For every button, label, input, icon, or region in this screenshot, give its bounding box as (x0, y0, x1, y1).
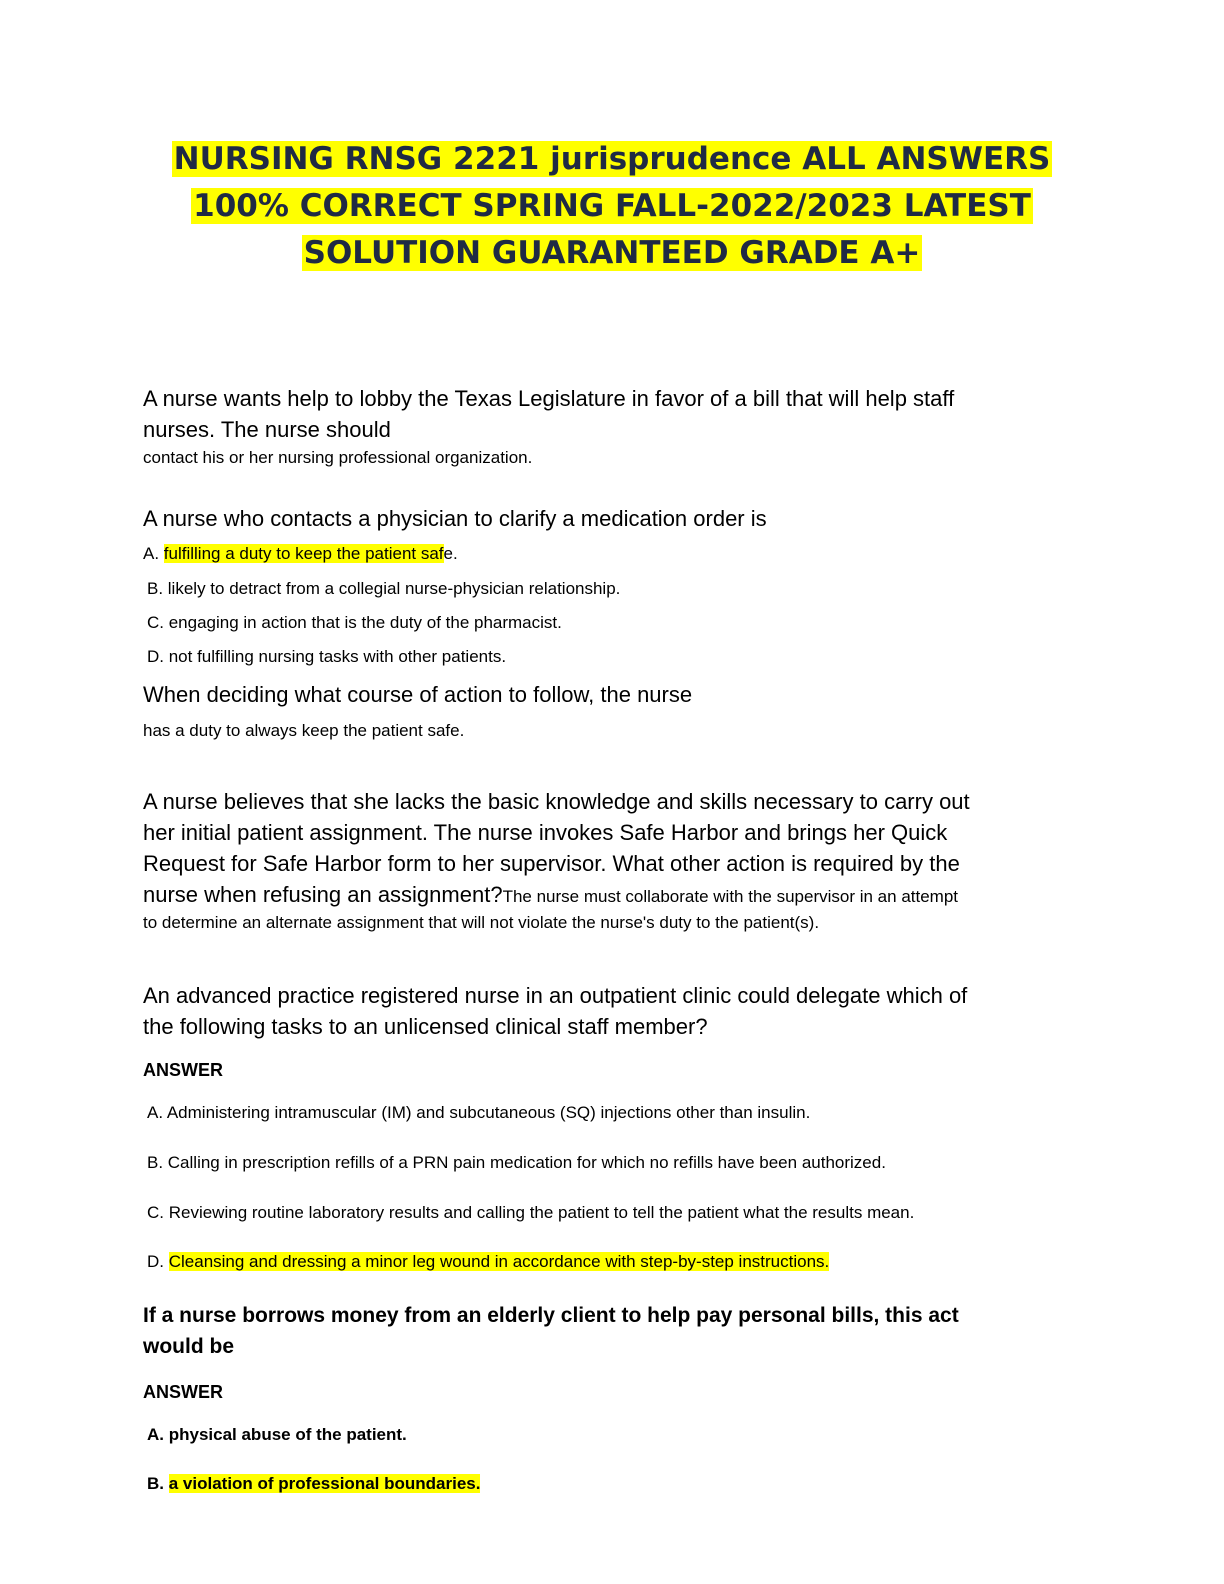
q2-option-d: D. not fulfilling nursing tasks with other patients. (147, 647, 507, 666)
q2-option-b: B. likely to detract from a collegial nurse-physician relationship. (147, 579, 621, 598)
q6-question-line-1: If a nurse borrows money from an elderly client to help pay personal bills, this act (143, 1304, 959, 1327)
q4-question-line-3: Request for Safe Harbor form to her supervisor. What other action is required by the (143, 851, 960, 876)
q6-question-line-2: would be (143, 1335, 234, 1358)
q4-question-line-1: A nurse believes that she lacks the basic knowledge and skills necessary to carry out (143, 789, 970, 814)
q5-option-a: A. Administering intramuscular (IM) and subcutaneous (SQ) injections other than insulin. (147, 1103, 811, 1122)
document-title (140, 136, 1084, 277)
q2-option-a (143, 543, 458, 565)
q5-option-d (147, 1251, 829, 1273)
q4-question-line-2: her initial patient assignment. The nurse invokes Safe Harbor and brings her Quick (143, 820, 948, 845)
q4-question-line-4 (143, 879, 958, 912)
q1-question-line-1: A nurse wants help to lobby the Texas Legislature in favor of a bill that will help staff (143, 386, 955, 411)
q6-option-b (147, 1473, 480, 1495)
q3-question: When deciding what course of action to follow, the nurse (143, 682, 693, 707)
q1-question-line-2: nurses. The nurse should (143, 417, 391, 442)
q5-option-d-highlight: Cleansing and dressing a minor leg wound in accordance with step-by-step instructions. (168, 1252, 830, 1271)
q2-question: A nurse who contacts a physician to clarify a medication order is (143, 506, 767, 531)
q3-answer: has a duty to always keep the patient safe. (143, 721, 465, 740)
title-line-2: 100% CORRECT SPRING FALL-2022/2023 LATEST (193, 188, 1031, 224)
q2-option-a-prefix: A. (143, 544, 164, 563)
title-line-3: SOLUTION GUARANTEED GRADE A+ (303, 235, 921, 271)
q2-option-a-suffix: e. (443, 544, 458, 563)
q5-option-d-prefix: D. (147, 1252, 169, 1271)
q6-option-b-highlight: a violation of professional boundaries. (168, 1474, 481, 1493)
q2-option-a-highlight: fulfilling a duty to keep the patient saf (163, 544, 444, 563)
q4-answer-part-1: The nurse must collaborate with the supervisor in an attempt (502, 887, 959, 906)
q5-option-b: B. Calling in prescription refills of a PRN pain medication for which no refills have been authorized. (147, 1153, 886, 1172)
q6-option-a: A. physical abuse of the patient. (147, 1425, 407, 1444)
title-line-1: NURSING RNSG 2221 jurisprudence ALL ANSWERS (173, 141, 1051, 177)
q5-option-c: C. Reviewing routine laboratory results and calling the patient to tell the patient what the results mean. (147, 1203, 915, 1222)
q4-question-text: nurse when refusing an assignment? (143, 882, 503, 907)
q5-question-line-1: An advanced practice registered nurse in an outpatient clinic could delegate which of (143, 983, 968, 1008)
q1-answer: contact his or her nursing professional organization. (143, 448, 533, 467)
q4-answer-part-2: to determine an alternate assignment that will not violate the nurse's duty to the patient(s). (143, 913, 820, 932)
q5-answer-label: ANSWER (143, 1060, 223, 1080)
q2-option-c: C. engaging in action that is the duty of the pharmacist. (147, 613, 562, 632)
q6-option-b-prefix: B. (147, 1474, 169, 1493)
q6-answer-label: ANSWER (143, 1382, 223, 1402)
q5-question-line-2: the following tasks to an unlicensed clinical staff member? (143, 1014, 708, 1039)
